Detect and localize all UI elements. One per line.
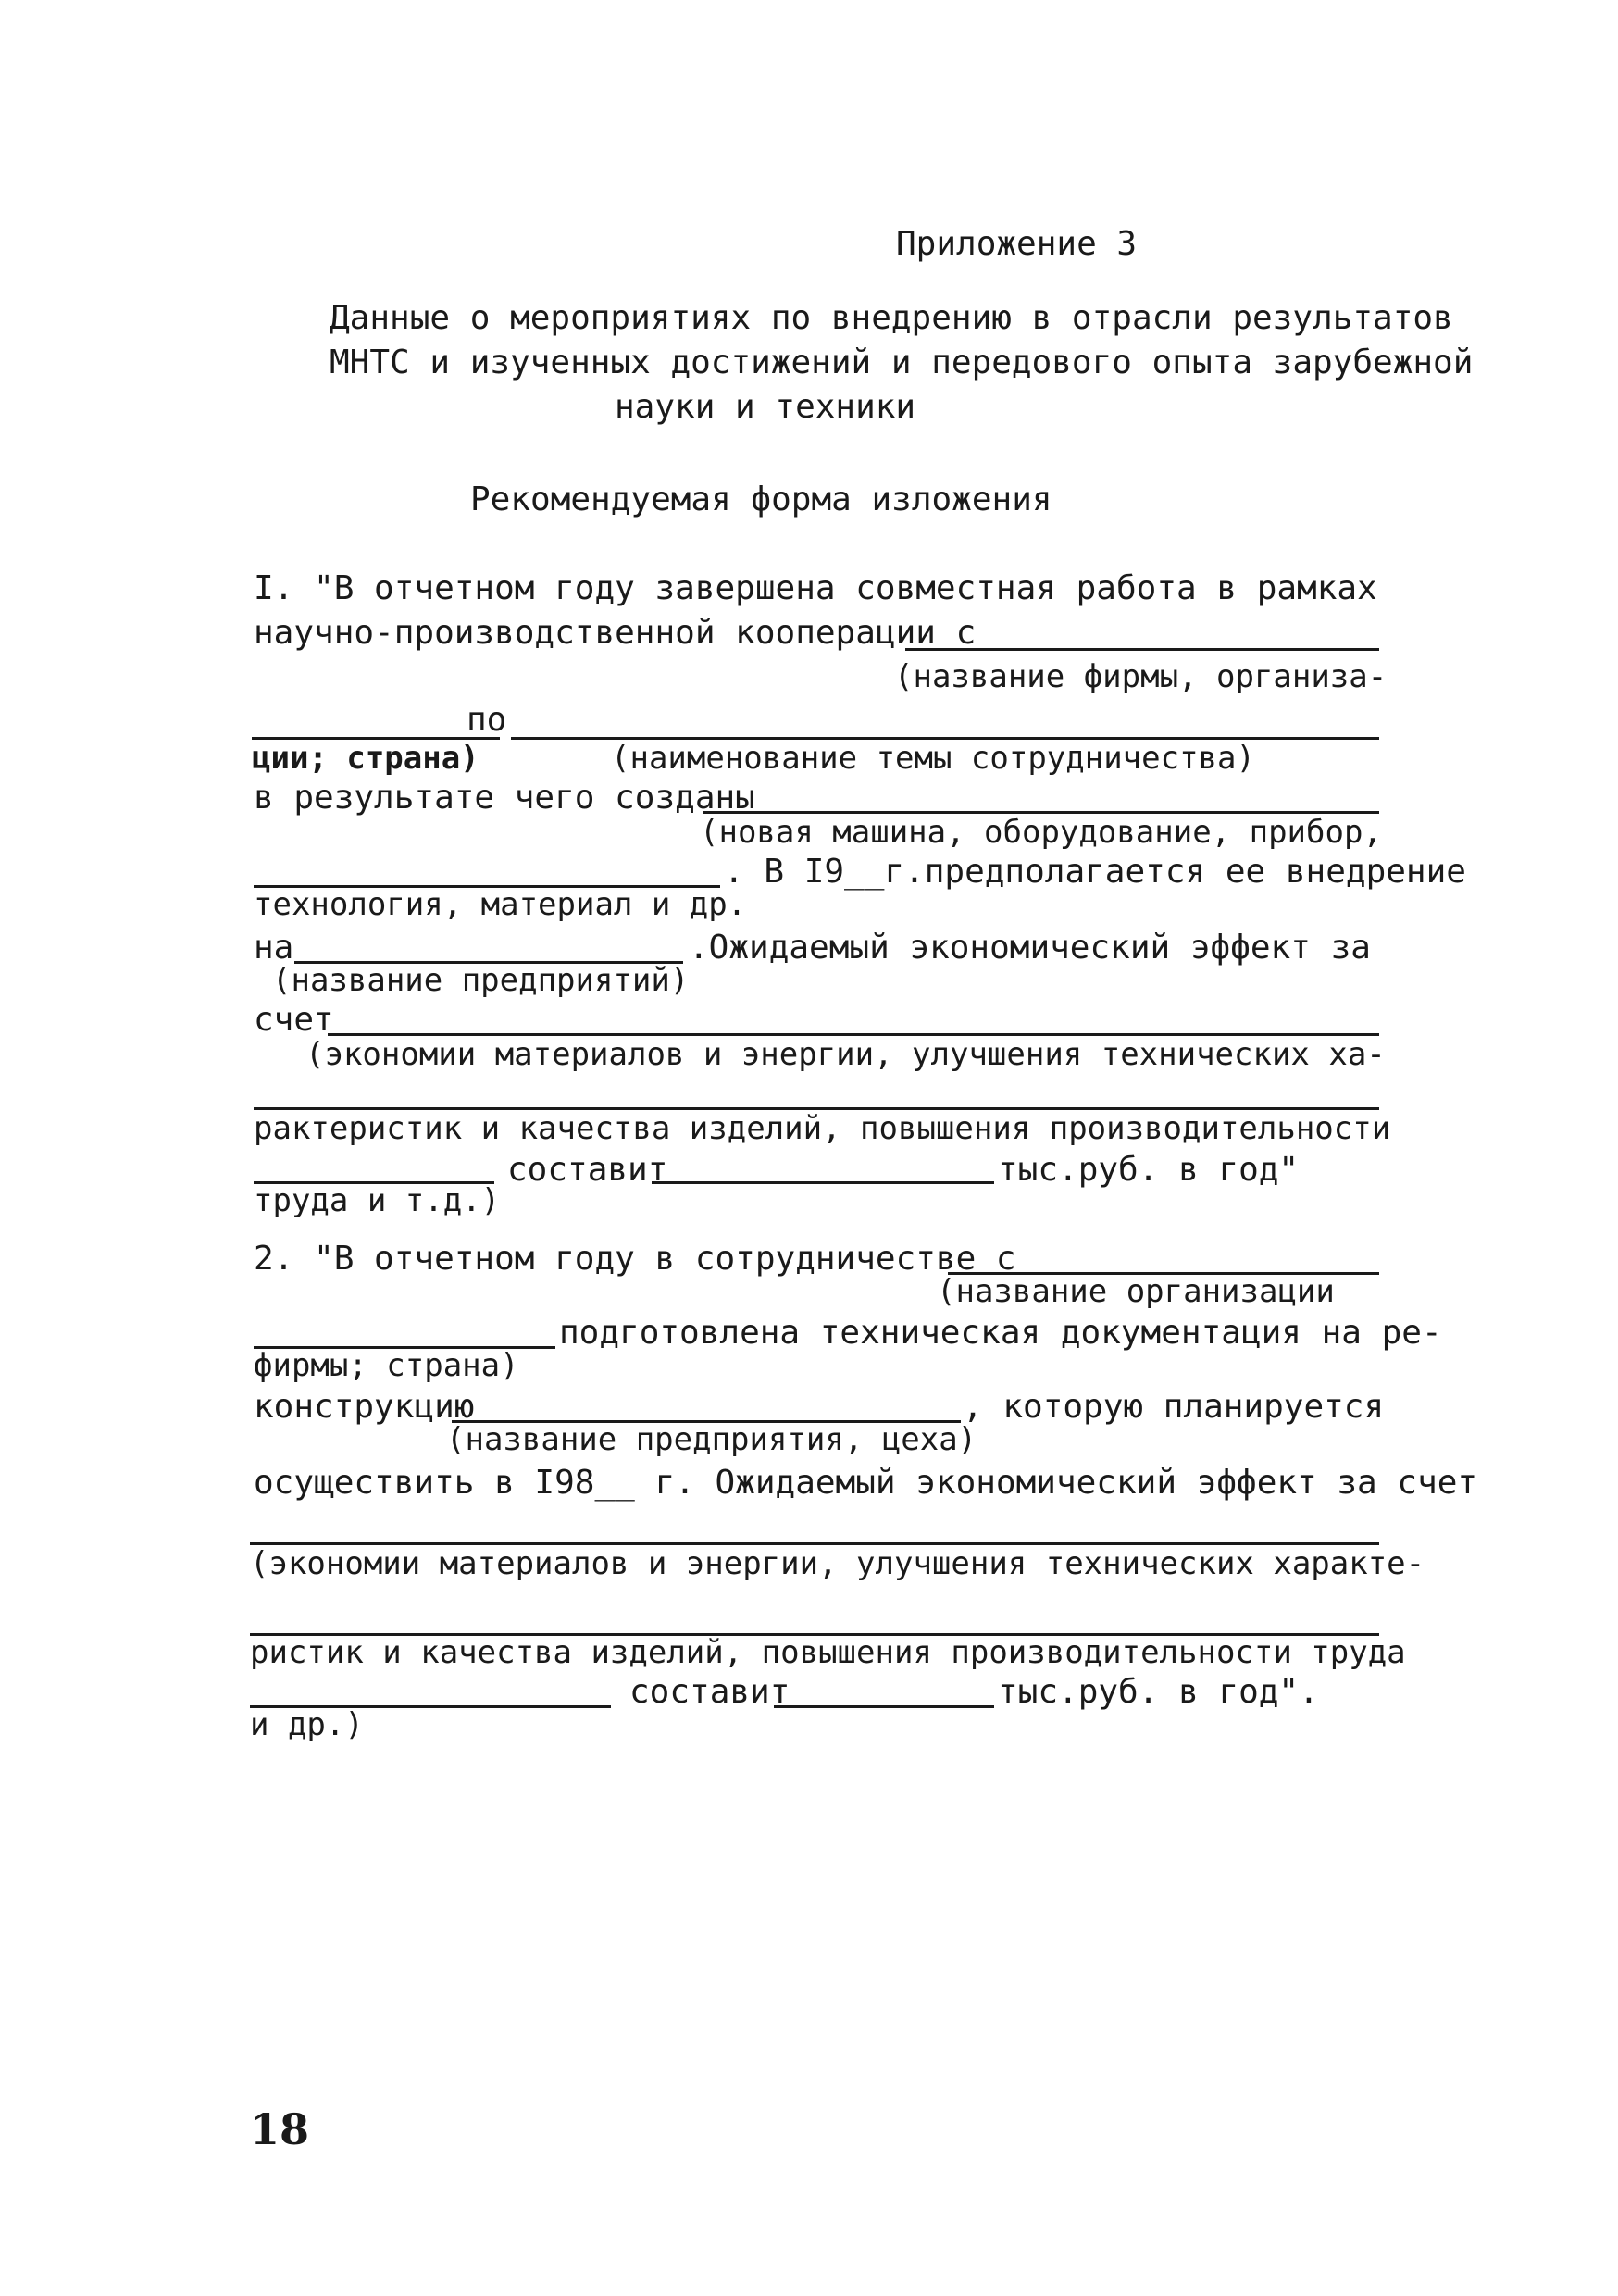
caption-firm: (название фирмы, организа- (894, 658, 1388, 695)
item1-line5: .Ожидаемый экономический эффект за (689, 929, 1371, 967)
caption-topic: (наименование темы сотрудничества) (611, 740, 1255, 777)
caption-other: и др.) (250, 1706, 364, 1743)
item2-line3: , которую планируется (963, 1388, 1385, 1426)
item1-po: по (467, 701, 507, 739)
page-number: 18 (250, 2104, 310, 2154)
caption-economy-4: ристик и качества изделий, повышения производительности труда (250, 1634, 1406, 1671)
caption-economy-3: (экономии материалов и энергии, улучшения технических характе- (250, 1545, 1425, 1582)
item2-line4: осуществить в I98__ г. Ожидаемый экономический эффект за счет (254, 1464, 1478, 1502)
caption-organization: (название организации (937, 1273, 1335, 1310)
blank-amount-2 (774, 1705, 994, 1708)
item2-sostavit: составит (629, 1673, 790, 1711)
item2-amount-unit: тыс.руб. в год". (998, 1673, 1319, 1711)
item1-amount-unit: тыс.руб. в год" (998, 1151, 1300, 1189)
item1-line4: . В I9__г.предполагается ее внедрение (724, 853, 1466, 891)
item2-line1: 2. "В отчетном году в сотрудничестве с (254, 1240, 1016, 1278)
caption-firm-country: фирмы; страна) (254, 1347, 519, 1384)
caption-economy-2: рактеристик и качества изделий, повышения производительности (254, 1110, 1391, 1147)
subtitle: Рекомендуемая форма изложения (470, 480, 1052, 518)
item1-schet: счет (254, 1001, 334, 1039)
title-line-1: Данные о мероприятиях по внедрению в отрасли результатов (330, 299, 1453, 337)
blank-amount-1 (652, 1181, 994, 1184)
caption-enterprise: (название предприятий) (272, 962, 690, 999)
item1-line3: в результате чего созданы (254, 779, 755, 817)
caption-country: ции; страна) (252, 740, 479, 777)
item1-na: на (254, 929, 294, 967)
item1-line2: научно-производственной кооперации с (254, 614, 977, 652)
title-line-2: МНТС и изученных достижений и передового опыта зарубежной (330, 343, 1474, 381)
title-line-3: науки и техники (615, 388, 916, 426)
item2-line2: подготовлена техническая документация на ре- (559, 1314, 1442, 1352)
caption-technology: технология, материал и др. (254, 886, 747, 923)
appendix-label: Приложение 3 (896, 225, 1138, 263)
caption-workshop: (название предприятия, цеха) (446, 1421, 977, 1458)
item2-reconstruction: конструкцию (254, 1388, 475, 1426)
blank-firm-name (905, 648, 1379, 651)
item1-line1: I. "В отчетном году завершена совместная работа в рамках (254, 569, 1377, 607)
caption-economy-1: (экономии материалов и энергии, улучшения технических ха- (305, 1036, 1386, 1073)
caption-machine: (новая машина, оборудование, прибор, (700, 814, 1382, 851)
caption-labour: труда и т.д.) (254, 1182, 501, 1219)
item1-sostavit: составит (507, 1151, 668, 1189)
